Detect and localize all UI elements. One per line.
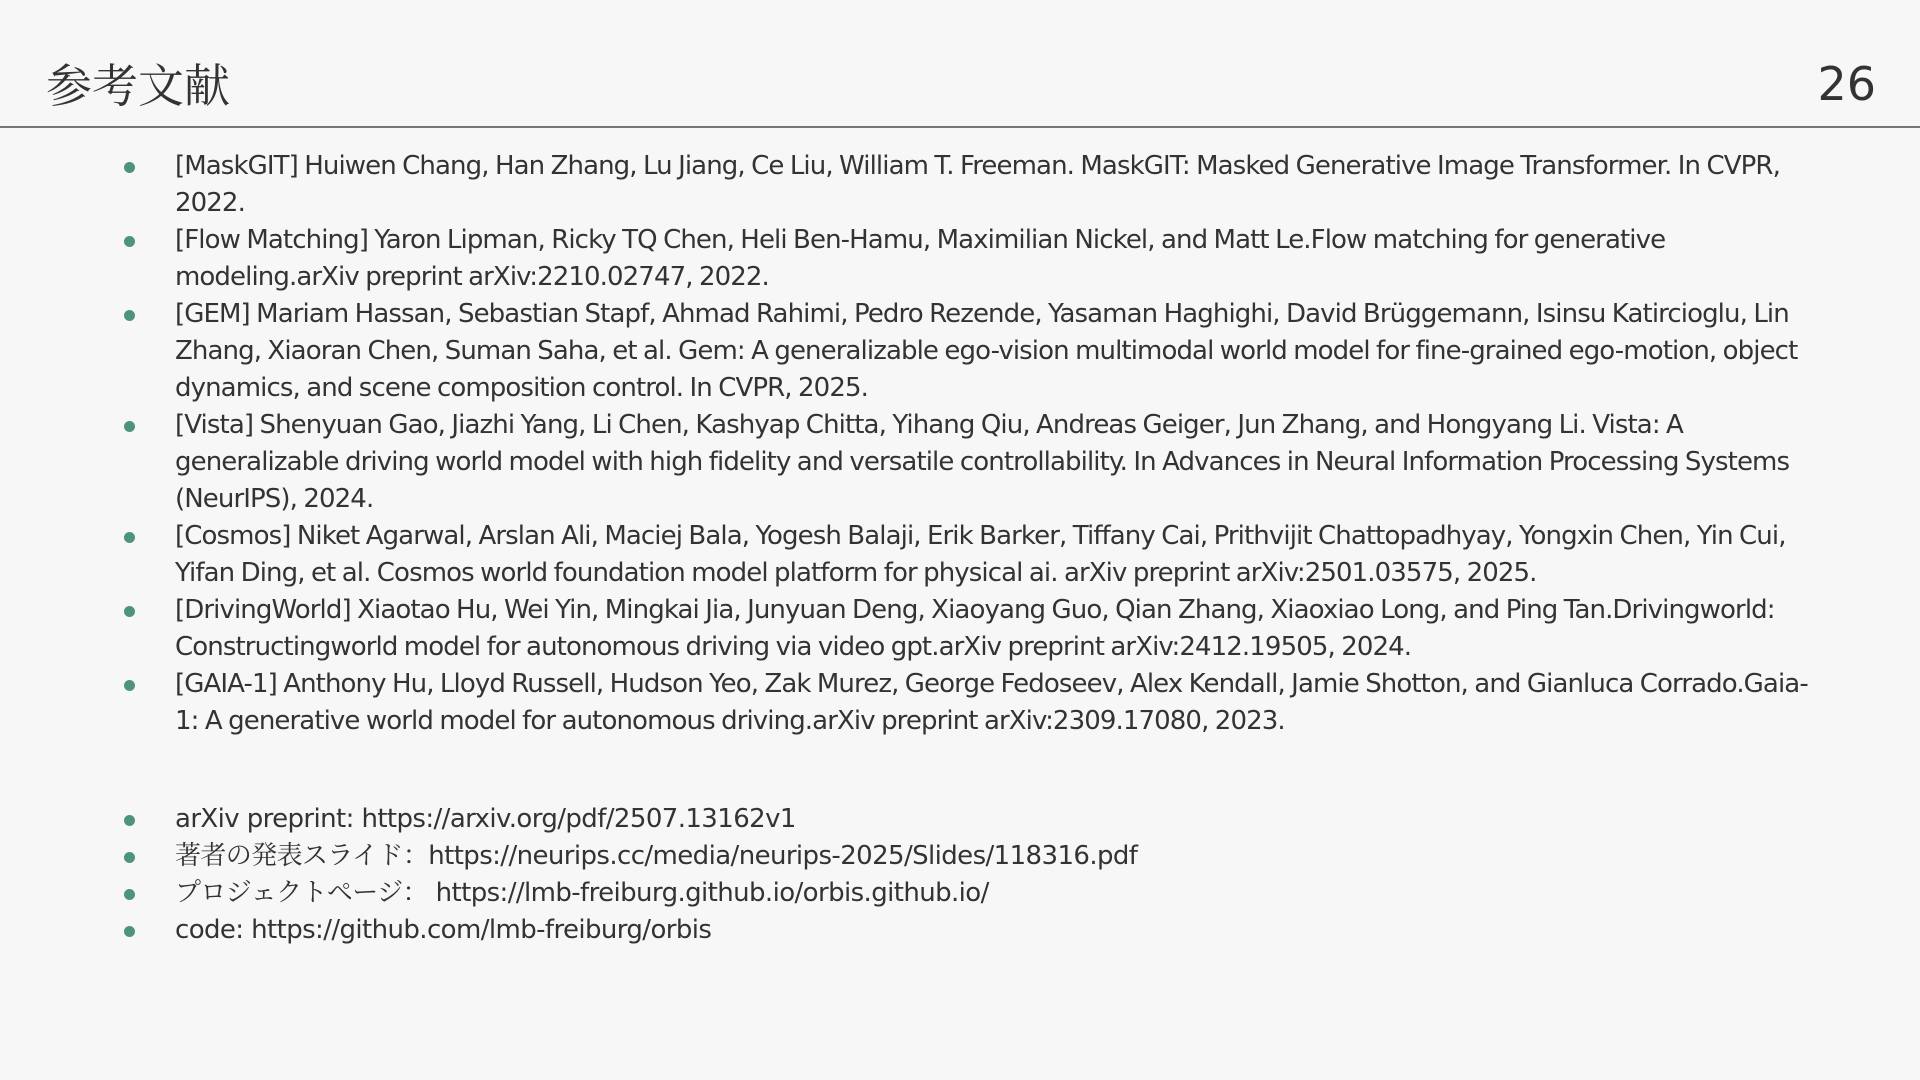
reference-text: [Vista] Shenyuan Gao, Jiazhi Yang, Li Chen, Kashyap Chitta, Yihang Qiu, Andreas Geiger, Jun Zhang, and Hongyang Li. Vista: A generalizable driving world model with high fidelity and versatile controllability. In Advances in Neural Information Processing Systems (NeurIPS), 2024. <box>175 410 1790 514</box>
bullet-icon <box>124 875 136 912</box>
bullet-icon <box>124 592 136 629</box>
reference-text: [MaskGIT] Huiwen Chang, Han Zhang, Lu Jiang, Ce Liu, William T. Freeman. MaskGIT: Masked Generative Image Transformer. In CVPR, 2022. <box>175 151 1780 218</box>
reference-list <box>0 148 1920 740</box>
reference-item <box>0 592 1920 666</box>
resource-link-item <box>0 838 1920 875</box>
page-number: 26 <box>1817 57 1876 111</box>
bullet-icon <box>124 666 136 703</box>
bullet-icon <box>124 912 136 949</box>
reference-item <box>0 666 1920 740</box>
reference-text: [DrivingWorld] Xiaotao Hu, Wei Yin, Mingkai Jia, Junyuan Deng, Xiaoyang Guo, Qian Zhang, Xiaoxiao Long, and Ping Tan.Drivingworld: Constructingworld model for autonomous driving via video gpt.arXiv preprint arXiv:2412.19505, 2024. <box>175 595 1775 662</box>
bullet-icon <box>124 148 136 185</box>
bullet-icon <box>124 801 136 838</box>
arxiv-link[interactable]: arXiv preprint: https://arxiv.org/pdf/2507.13162v1 <box>175 804 796 834</box>
reference-item <box>0 296 1920 407</box>
reference-text: [Flow Matching] Yaron Lipman, Ricky TQ Chen, Heli Ben-Hamu, Maximilian Nickel, and Matt Le.Flow matching for generative modeling.arXiv preprint arXiv:2210.02747, 2022. <box>175 225 1666 292</box>
reference-text: [GEM] Mariam Hassan, Sebastian Stapf, Ahmad Rahimi, Pedro Rezende, Yasaman Haghighi, David Brüggemann, Isinsu Katircioglu, Lin Zhang, Xiaoran Chen, Suman Saha, et al. Gem: A generalizable ego-vision multimodal world model for fine-grained ego-motion, object dynamics, and scene composition control. In CVPR, 2025. <box>175 299 1798 403</box>
reference-text: [Cosmos] Niket Agarwal, Arslan Ali, Maciej Bala, Yogesh Balaji, Erik Barker, Tiffany Cai, Prithvijit Chattopadhyay, Yongxin Chen, Yin Cui, Yifan Ding, et al. Cosmos world foundation model platform for physical ai. arXiv preprint arXiv:2501.03575, 2025. <box>175 521 1786 588</box>
bullet-icon <box>124 518 136 555</box>
reference-item <box>0 222 1920 296</box>
slides-link[interactable]: 著者の発表スライド：https://neurips.cc/media/neurips-2025/Slides/118316.pdf <box>175 841 1138 871</box>
resource-links-list <box>0 801 1920 949</box>
reference-text: [GAIA-1] Anthony Hu, Lloyd Russell, Hudson Yeo, Zak Murez, George Fedoseev, Alex Kendall, Jamie Shotton, and Gianluca Corrado.Gaia-1: A generative world model for autonomous driving.arXiv preprint arXiv:2309.17080, 2023. <box>175 669 1808 736</box>
bullet-icon <box>124 407 136 444</box>
slide-header <box>0 0 1920 128</box>
bullet-icon <box>124 296 136 333</box>
resource-link-item <box>0 801 1920 838</box>
slide-title: 参考文献 <box>46 59 230 113</box>
reference-item <box>0 407 1920 518</box>
resource-link-item <box>0 912 1920 949</box>
project-page-link[interactable]: プロジェクトページ： https://lmb-freiburg.github.io/orbis.github.io/ <box>175 878 989 908</box>
reference-item <box>0 148 1920 222</box>
bullet-icon <box>124 222 136 259</box>
reference-item <box>0 518 1920 592</box>
resource-link-item <box>0 875 1920 912</box>
code-link[interactable]: code: https://github.com/lmb-freiburg/orbis <box>175 915 712 945</box>
bullet-icon <box>124 838 136 875</box>
